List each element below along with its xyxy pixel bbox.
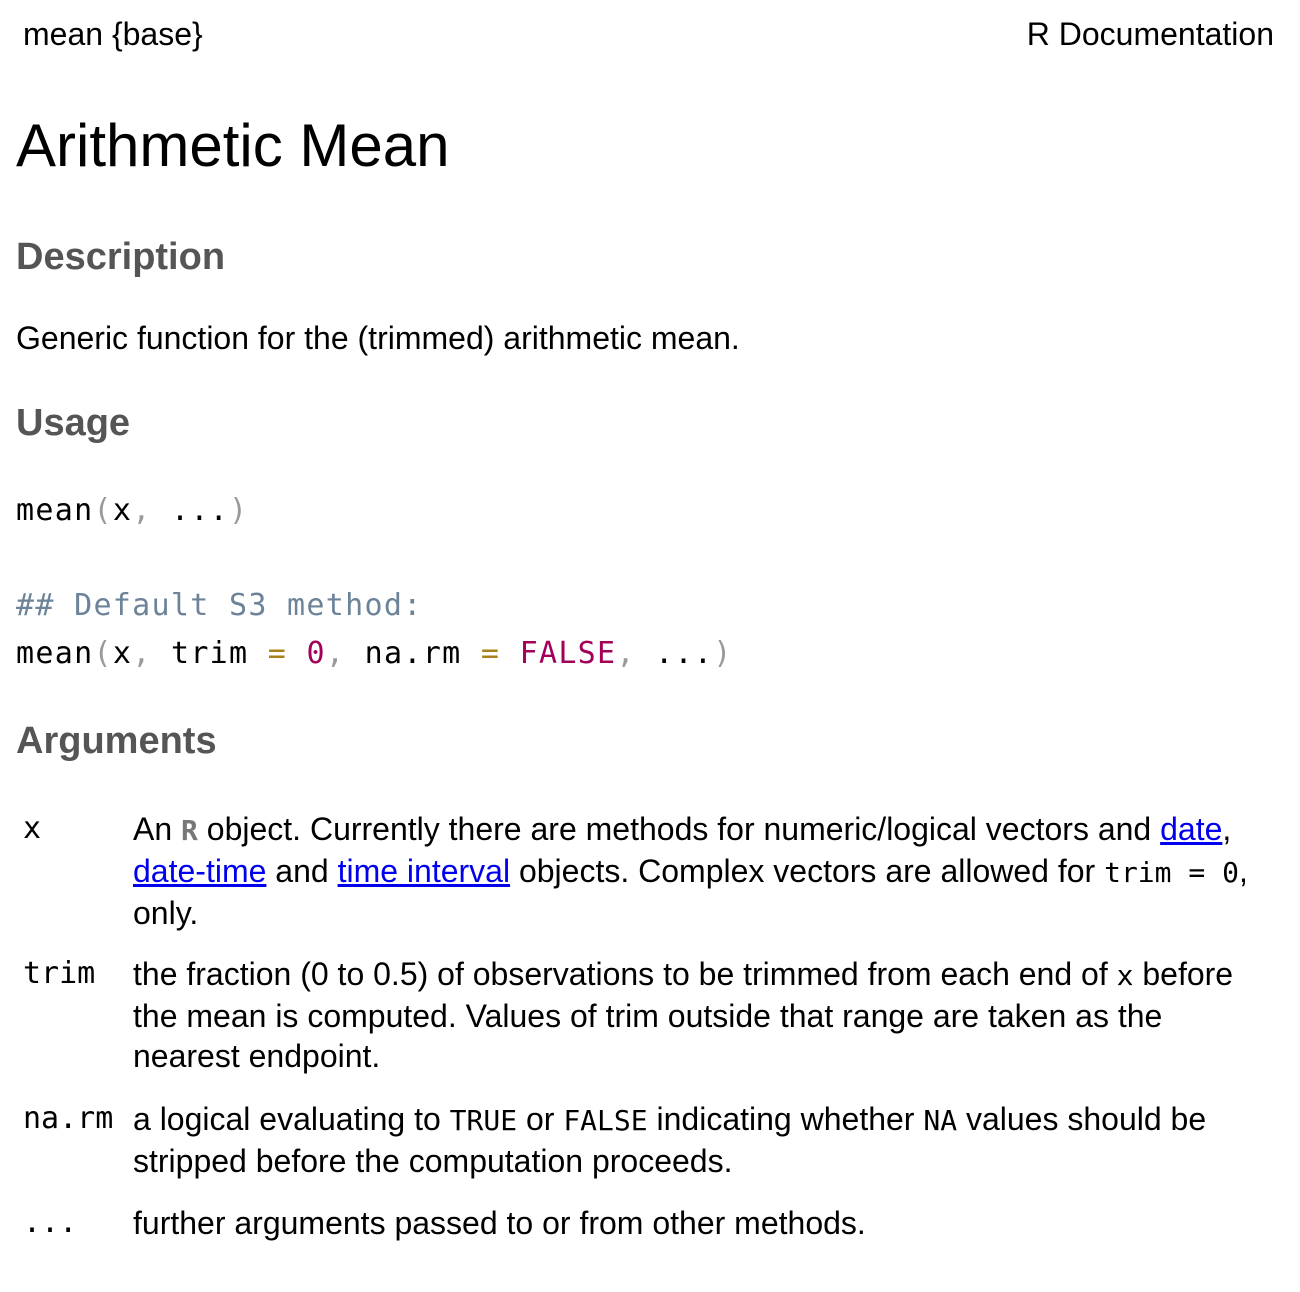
text-run: before the mean is computed. Values of trim outside that range are taken as the nearest endpoint.: [133, 956, 1234, 1074]
usage-code-comment: ## Default S3 method:: [16, 588, 423, 623]
inline-code: trim = 0: [1104, 856, 1239, 889]
code-dots: ...: [170, 493, 230, 528]
code-arg: trim: [170, 636, 249, 671]
code-comma: ,: [132, 493, 152, 528]
text-run: a logical evaluating to: [133, 1101, 450, 1137]
argument-name: ...: [23, 1205, 78, 1240]
code-arg: x: [112, 493, 133, 528]
date-link[interactable]: date: [1160, 811, 1223, 847]
usage-heading: Usage: [16, 402, 131, 444]
text-run: objects. Complex vectors are allowed for: [510, 853, 1105, 889]
text-run: ,: [1222, 811, 1232, 847]
text-run: An: [133, 811, 182, 847]
argument-name: na.rm: [23, 1101, 114, 1136]
code-function-name: mean: [16, 493, 94, 528]
code-number: 0: [306, 636, 326, 671]
inline-code: x: [1116, 959, 1134, 992]
inline-code: TRUE: [449, 1104, 518, 1137]
code-function-name: mean: [16, 636, 94, 671]
code-paren: (: [93, 493, 113, 528]
code-operator: =: [480, 636, 501, 671]
code-paren: ): [713, 636, 733, 671]
code-arg: x: [112, 636, 133, 671]
code-constant: FALSE: [519, 636, 617, 671]
time-interval-link[interactable]: time interval: [337, 853, 511, 889]
argument-description: [133, 954, 1273, 1076]
code-arg: na.rm: [364, 636, 462, 671]
argument-description: [133, 1099, 1273, 1181]
topic-label: mean {base}: [23, 16, 203, 52]
code-paren: (: [93, 636, 113, 671]
text-run: indicating whether: [647, 1101, 924, 1137]
text-run: , only.: [133, 853, 1248, 931]
text-run: or: [517, 1101, 564, 1137]
code-comma: ,: [325, 636, 346, 671]
description-heading: Description: [16, 236, 226, 278]
page-title: Arithmetic Mean: [16, 112, 450, 179]
argument-description: further arguments passed to or from other methods.: [133, 1205, 866, 1241]
text-run: and: [266, 853, 338, 889]
date-time-link[interactable]: date-time: [133, 853, 267, 889]
documentation-source-label: R Documentation: [1026, 16, 1274, 52]
code-operator: =: [267, 636, 288, 671]
inline-code: FALSE: [563, 1104, 648, 1137]
code-comma: ,: [132, 636, 152, 671]
code-dots: ...: [655, 636, 714, 671]
r-language-label: R: [181, 814, 198, 847]
argument-name: trim: [23, 956, 96, 991]
inline-code: NA: [923, 1104, 958, 1137]
argument-name: x: [23, 811, 42, 846]
code-paren: ): [229, 493, 249, 528]
text-run: the fraction (0 to 0.5) of observations to be trimmed from each end of: [133, 956, 1117, 992]
usage-code-line-default: [16, 634, 733, 674]
argument-description: [133, 809, 1273, 933]
text-run: values should be stripped before the computation proceeds.: [133, 1101, 1207, 1179]
code-comma: ,: [616, 636, 636, 671]
usage-code-line-generic: [16, 491, 248, 531]
arguments-heading: Arguments: [16, 720, 217, 762]
text-run: object. Currently there are methods for numeric/logical vectors and: [197, 811, 1161, 847]
description-text: Generic function for the (trimmed) arithmetic mean.: [16, 320, 740, 356]
